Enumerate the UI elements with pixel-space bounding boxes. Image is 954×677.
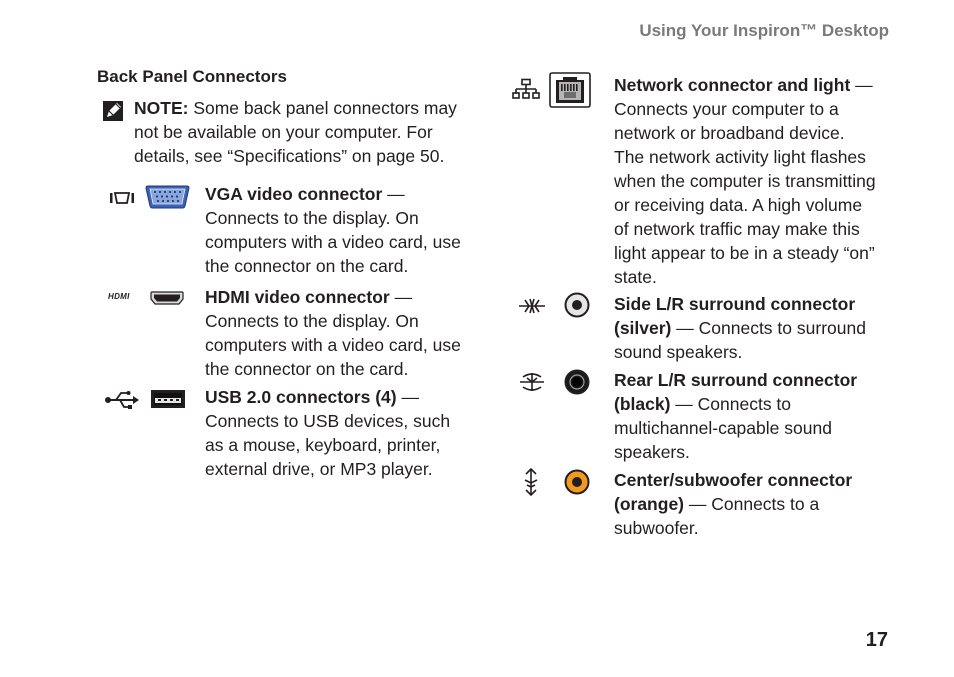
side-surround-jack-icon xyxy=(564,292,590,318)
connector-dash: — xyxy=(850,75,873,95)
connector-desc: Connects to the display. On computers with a video card, use the connector on the card. xyxy=(205,311,461,379)
connector-title: Network connector and light xyxy=(614,75,851,95)
page-number: 17 xyxy=(865,629,888,651)
connector-usb xyxy=(205,385,470,481)
connector-title: VGA video connector xyxy=(205,184,383,204)
connector-desc: Connects to USB devices, such as a mouse, keyboard, printer, external drive, or MP3 player. xyxy=(205,411,451,479)
note-label: NOTE: xyxy=(134,98,189,118)
connector-desc: Connects to surround sound speakers. xyxy=(614,318,866,362)
network-symbol-icon xyxy=(512,78,540,102)
connector-title: HDMI video connector xyxy=(205,287,390,307)
connector-title: Center/subwoofer connector (orange) xyxy=(614,470,853,514)
connector-title: USB 2.0 connectors (4) xyxy=(205,387,397,407)
connector-desc: Connects to multichannel-capable sound speakers. xyxy=(614,394,832,462)
connector-desc: Connects your computer to a network or broadband device. The network activity light flashes when the computer is transmitting or receiving data. A high volume of network traffic may make this light appear to be in a steady “on” state. xyxy=(614,99,876,287)
connector-dash: — xyxy=(670,394,693,414)
note-pencil-icon xyxy=(102,100,124,122)
connector-center-subwoofer xyxy=(614,468,876,540)
connector-network xyxy=(614,73,876,289)
note-block xyxy=(134,96,469,168)
connector-dash: — xyxy=(389,287,413,307)
rear-surround-icon xyxy=(519,372,545,392)
side-surround-icon xyxy=(518,296,546,316)
hdmi-symbol-icon: HDMI xyxy=(108,292,130,301)
usb-port-icon xyxy=(150,389,186,409)
vga-port-icon xyxy=(145,185,190,209)
connector-hdmi xyxy=(205,285,470,381)
vga-symbol-icon xyxy=(109,191,135,205)
connector-desc: Connects to a subwoofer. xyxy=(614,494,820,538)
connector-side-surround xyxy=(614,292,876,364)
connector-vga xyxy=(205,182,470,278)
running-header: Using Your Inspiron™ Desktop xyxy=(639,21,889,40)
center-subwoofer-icon xyxy=(522,468,540,496)
hdmi-port-icon xyxy=(150,291,184,305)
connector-title: Side L/R surround connector (silver) xyxy=(614,294,856,338)
center-subwoofer-jack-icon xyxy=(564,469,590,495)
connector-desc: Connects to the display. On computers with a video card, use the connector on the card. xyxy=(205,208,461,276)
connector-dash: — xyxy=(382,184,405,204)
connector-dash: — xyxy=(671,318,694,338)
note-text: Some back panel connectors may not be available on your computer. For details, see “Specifications” on page 50. xyxy=(134,98,457,166)
usb-symbol-icon xyxy=(104,389,140,411)
connector-title: Rear L/R surround connector (black) xyxy=(614,370,858,414)
rear-surround-jack-icon xyxy=(564,369,590,395)
connector-rear-surround xyxy=(614,368,876,464)
connector-dash: — xyxy=(396,387,419,407)
network-port-icon xyxy=(549,72,591,108)
section-title: Back Panel Connectors xyxy=(97,67,287,86)
connector-dash: — xyxy=(684,494,707,514)
